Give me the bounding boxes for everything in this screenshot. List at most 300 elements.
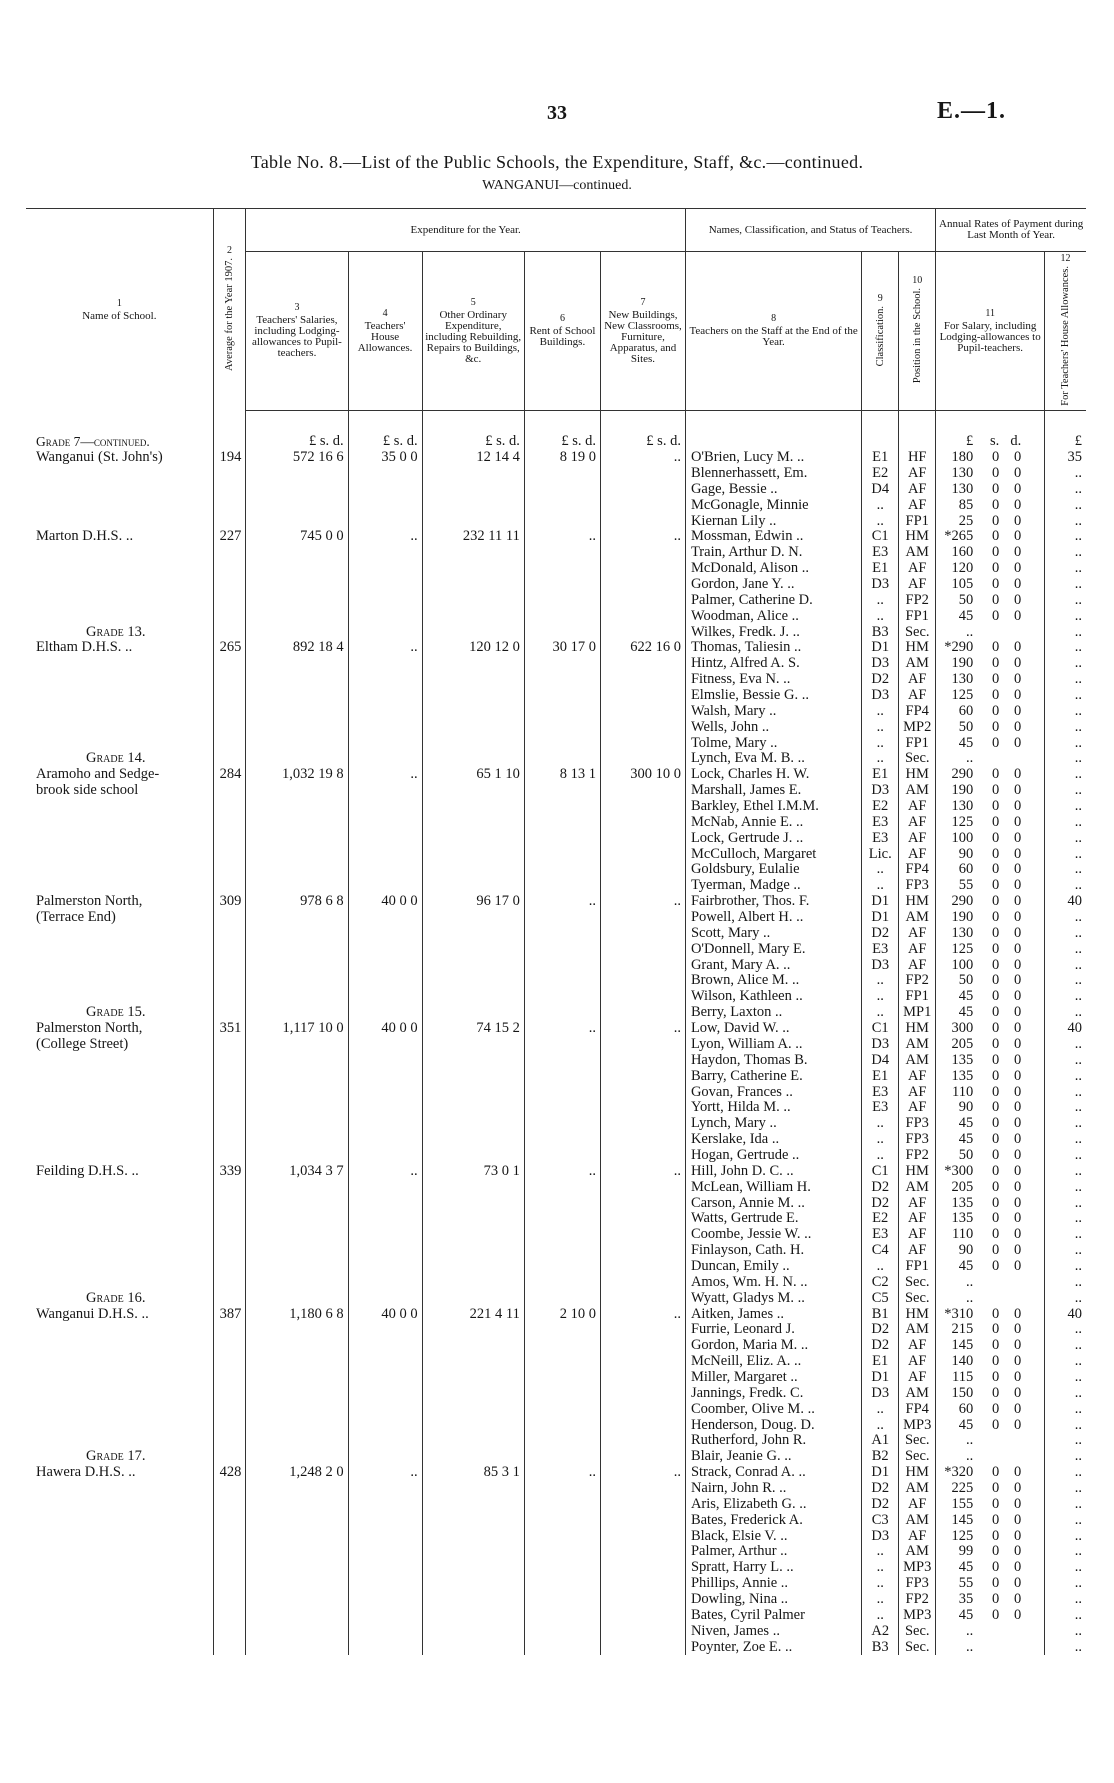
new-buildings: [601, 561, 686, 577]
position: Sec.: [899, 1433, 936, 1449]
house-allowances: [348, 482, 422, 498]
teachers-salaries: [246, 1592, 348, 1608]
position: FP1: [899, 989, 936, 1005]
rent: [524, 1211, 600, 1227]
new-buildings: [601, 1402, 686, 1418]
classification: D3: [862, 1386, 899, 1402]
salary-rate: 110 0 0: [936, 1227, 1045, 1243]
salary-rate: *320 0 0: [936, 1465, 1045, 1481]
school-name: [26, 593, 213, 609]
average-attendance: [213, 593, 246, 609]
house-allowances: [348, 1100, 422, 1116]
position: HM: [899, 640, 936, 656]
other-expenditure: [422, 1211, 524, 1227]
salary-rate: 205 0 0: [936, 1180, 1045, 1196]
rent: [524, 1338, 600, 1354]
school-name: [26, 1100, 213, 1116]
new-buildings: [601, 704, 686, 720]
house-allowances: [348, 1116, 422, 1132]
position: AF: [899, 688, 936, 704]
classification: ..: [862, 1544, 899, 1560]
rent: [524, 514, 600, 530]
teacher-name: Lynch, Eva M. B. ..: [685, 751, 861, 767]
new-buildings: [601, 720, 686, 736]
table-row: [26, 973, 1086, 989]
house-allowance-rate: ..: [1045, 799, 1086, 815]
average-attendance: [213, 783, 246, 799]
position: AM: [899, 783, 936, 799]
rent: 2 10 0: [524, 1307, 600, 1323]
rent: [524, 1640, 600, 1656]
school-name: [26, 815, 213, 831]
house-allowance-rate: ..: [1045, 577, 1086, 593]
house-allowances: [348, 593, 422, 609]
house-allowance-rate: ..: [1045, 1433, 1086, 1449]
teachers-salaries: [246, 958, 348, 974]
teacher-name: Haydon, Thomas B.: [685, 1053, 861, 1069]
col-salary-rate-header: 11 For Salary, including Lodging-allowances to Pupil-teachers.: [936, 252, 1045, 411]
teacher-name: Brown, Alice M. ..: [685, 973, 861, 989]
salary-rate: 60 0 0: [936, 1402, 1045, 1418]
salary-rate: 130 0 0: [936, 799, 1045, 815]
school-name: Eltham D.H.S. ..: [36, 640, 133, 656]
other-expenditure: [422, 973, 524, 989]
table-row: [26, 1180, 1086, 1196]
table-row: [26, 720, 1086, 736]
teachers-salaries: [246, 1433, 348, 1449]
classification: C5: [862, 1291, 899, 1307]
school-name: [26, 609, 213, 625]
table-row: [26, 1196, 1086, 1212]
salary-rate: 55 0 0: [936, 1576, 1045, 1592]
house-allowances: 35 0 0: [348, 450, 422, 466]
classification: A2: [862, 1624, 899, 1640]
house-allowances: [348, 815, 422, 831]
teachers-salaries: [246, 656, 348, 672]
new-buildings: [601, 1560, 686, 1576]
house-allowances: [348, 1370, 422, 1386]
classification: ..: [862, 704, 899, 720]
new-buildings: [601, 1418, 686, 1434]
table-row: [26, 1465, 1086, 1481]
teachers-salaries: [246, 1069, 348, 1085]
other-expenditure: [422, 593, 524, 609]
salary-rate: 45 0 0: [936, 736, 1045, 752]
classification: E1: [862, 767, 899, 783]
classification: C4: [862, 1243, 899, 1259]
school-name: [26, 1085, 213, 1101]
salary-rate: 45 0 0: [936, 609, 1045, 625]
average-attendance: [213, 1576, 246, 1592]
position: FP2: [899, 973, 936, 989]
classification: ..: [862, 609, 899, 625]
teacher-name: Barkley, Ethel I.M.M.: [685, 799, 861, 815]
table-row: [26, 625, 1086, 641]
table-row: [26, 815, 1086, 831]
teachers-salaries: 1,117 10 0: [246, 1021, 348, 1037]
other-expenditure: [422, 1053, 524, 1069]
house-allowances: [348, 1180, 422, 1196]
teacher-name: Kerslake, Ida ..: [685, 1132, 861, 1148]
rent: [524, 577, 600, 593]
average-attendance: [213, 545, 246, 561]
salary-rate: 300 0 0: [936, 1021, 1045, 1037]
table-row: [26, 1322, 1086, 1338]
house-allowance-rate: ..: [1045, 1211, 1086, 1227]
teacher-name: Hill, John D. C. ..: [685, 1164, 861, 1180]
table-row: [26, 1116, 1086, 1132]
rent: ..: [524, 529, 600, 545]
new-buildings: [601, 831, 686, 847]
rent: [524, 1069, 600, 1085]
average-attendance: [213, 1592, 246, 1608]
school-name: [26, 1560, 213, 1576]
school-name: [26, 1481, 213, 1497]
new-buildings: [601, 1338, 686, 1354]
rent: [524, 973, 600, 989]
teachers-salaries: [246, 482, 348, 498]
teacher-name: Watts, Gertrude E.: [685, 1211, 861, 1227]
teachers-salaries: [246, 799, 348, 815]
other-expenditure: [422, 910, 524, 926]
other-expenditure: [422, 1449, 524, 1465]
classification: E1: [862, 450, 899, 466]
teacher-name: Yortt, Hilda M. ..: [685, 1100, 861, 1116]
average-attendance: [213, 736, 246, 752]
new-buildings: [601, 1481, 686, 1497]
teachers-salaries: [246, 1529, 348, 1545]
average-attendance: 194: [213, 450, 246, 466]
position: AF: [899, 1085, 936, 1101]
table-row: [26, 1227, 1086, 1243]
teachers-salaries: [246, 720, 348, 736]
teacher-name: Blair, Jeanie G. ..: [685, 1449, 861, 1465]
other-expenditure: [422, 482, 524, 498]
average-attendance: [213, 1037, 246, 1053]
salary-rate: 130 0 0: [936, 482, 1045, 498]
house-allowances: [348, 1338, 422, 1354]
school-name: [26, 1624, 213, 1640]
position: AM: [899, 1322, 936, 1338]
other-expenditure: 232 11 11: [422, 529, 524, 545]
school-name: [26, 958, 213, 974]
other-expenditure: [422, 958, 524, 974]
position: AF: [899, 1069, 936, 1085]
house-allowance-rate: ..: [1045, 942, 1086, 958]
teacher-name: Low, David W. ..: [685, 1021, 861, 1037]
position: Sec.: [899, 1624, 936, 1640]
house-allowance-rate: ..: [1045, 1338, 1086, 1354]
teachers-salaries: [246, 1576, 348, 1592]
teacher-name: Tyerman, Madge ..: [685, 878, 861, 894]
school-name: [26, 799, 213, 815]
teachers-salaries: 1,180 6 8: [246, 1307, 348, 1323]
position: HM: [899, 1021, 936, 1037]
col-other-expenditure-header: 5 Other Ordinary Expenditure, including Rebuilding, Repairs to Buildings, &c.: [422, 252, 524, 411]
new-buildings: ..: [601, 894, 686, 910]
salary-rate: 100 0 0: [936, 831, 1045, 847]
house-allowances: [348, 1481, 422, 1497]
col-average-header: 2 Average for the Year 1907.: [213, 209, 246, 411]
salary-rate: 100 0 0: [936, 958, 1045, 974]
teacher-name: Dowling, Nina ..: [685, 1592, 861, 1608]
rent: [524, 1275, 600, 1291]
house-allowance-rate: ..: [1045, 862, 1086, 878]
teachers-salaries: [246, 625, 348, 641]
rent: [524, 482, 600, 498]
teacher-name: McLean, William H.: [685, 1180, 861, 1196]
new-buildings: [601, 942, 686, 958]
school-name: Feilding D.H.S. ..: [36, 1163, 139, 1179]
other-expenditure: [422, 1085, 524, 1101]
other-expenditure: [422, 1497, 524, 1513]
house-allowances: [348, 1069, 422, 1085]
other-expenditure: [422, 1132, 524, 1148]
salary-rate: 45 0 0: [936, 1560, 1045, 1576]
table-title: Table No. 8.—List of the Public Schools, the Expenditure, Staff, &c.—continued.: [250, 152, 864, 172]
unit-label: £ s. d.: [601, 434, 686, 450]
house-allowance-rate: ..: [1045, 1497, 1086, 1513]
other-expenditure: [422, 1338, 524, 1354]
position: HM: [899, 1307, 936, 1323]
new-buildings: [601, 1513, 686, 1529]
position: AM: [899, 1386, 936, 1402]
house-allowance-rate: ..: [1045, 561, 1086, 577]
average-attendance: [213, 958, 246, 974]
teachers-salaries: [246, 973, 348, 989]
salary-rate: 140 0 0: [936, 1354, 1045, 1370]
table-row: [26, 1291, 1086, 1307]
average-attendance: [213, 720, 246, 736]
house-allowances: [348, 1386, 422, 1402]
rent: [524, 1592, 600, 1608]
new-buildings: [601, 1291, 686, 1307]
average-attendance: [213, 1085, 246, 1101]
salary-rate: 45 0 0: [936, 1608, 1045, 1624]
average-attendance: [213, 1354, 246, 1370]
school-name: [26, 1196, 213, 1212]
other-expenditure: [422, 561, 524, 577]
house-allowance-rate: ..: [1045, 609, 1086, 625]
other-expenditure: [422, 989, 524, 1005]
house-allowance-rate: ..: [1045, 1180, 1086, 1196]
table-row: [26, 1211, 1086, 1227]
table-row: [26, 958, 1086, 974]
salary-rate: 35 0 0: [936, 1592, 1045, 1608]
other-expenditure: [422, 1100, 524, 1116]
classification: D2: [862, 1180, 899, 1196]
classification: D3: [862, 577, 899, 593]
house-allowance-rate: ..: [1045, 1544, 1086, 1560]
position: Sec.: [899, 1275, 936, 1291]
classification: E3: [862, 545, 899, 561]
house-allowance-rate: ..: [1045, 1402, 1086, 1418]
salary-rate: 135 0 0: [936, 1196, 1045, 1212]
classification: E1: [862, 1354, 899, 1370]
average-attendance: [213, 1624, 246, 1640]
table-row: [26, 1259, 1086, 1275]
teachers-salaries: [246, 1037, 348, 1053]
new-buildings: [601, 688, 686, 704]
teachers-salaries: [246, 1497, 348, 1513]
house-allowances: 40 0 0: [348, 894, 422, 910]
position: AF: [899, 672, 936, 688]
average-attendance: [213, 878, 246, 894]
house-allowance-rate: ..: [1045, 958, 1086, 974]
other-expenditure: [422, 1624, 524, 1640]
position: FP4: [899, 704, 936, 720]
classification: ..: [862, 1148, 899, 1164]
average-attendance: [213, 514, 246, 530]
school-name: [26, 1211, 213, 1227]
classification: D3: [862, 958, 899, 974]
rent: ..: [524, 894, 600, 910]
new-buildings: [601, 1449, 686, 1465]
table-row: [26, 1354, 1086, 1370]
table-row: [26, 656, 1086, 672]
new-buildings: ..: [601, 1021, 686, 1037]
teachers-salaries: [246, 942, 348, 958]
new-buildings: [601, 878, 686, 894]
rent: 8 13 1: [524, 767, 600, 783]
new-buildings: [601, 1386, 686, 1402]
teacher-name: Fairbrother, Thos. F.: [685, 894, 861, 910]
teachers-salaries: [246, 593, 348, 609]
new-buildings: [601, 1544, 686, 1560]
house-allowances: ..: [348, 1164, 422, 1180]
new-buildings: [601, 1592, 686, 1608]
school-name: [26, 1069, 213, 1085]
school-name: [26, 1497, 213, 1513]
teachers-salaries: [246, 751, 348, 767]
salary-rate: 50 0 0: [936, 720, 1045, 736]
position: AF: [899, 482, 936, 498]
classification: ..: [862, 862, 899, 878]
house-allowances: [348, 1497, 422, 1513]
rent: [524, 926, 600, 942]
teacher-name: Lyon, William A. ..: [685, 1037, 861, 1053]
position: AF: [899, 577, 936, 593]
new-buildings: [601, 1180, 686, 1196]
schools-table: [26, 208, 1086, 1655]
new-buildings: ..: [601, 1164, 686, 1180]
classification: E3: [862, 942, 899, 958]
average-attendance: [213, 799, 246, 815]
position: FP3: [899, 1132, 936, 1148]
other-expenditure: [422, 1513, 524, 1529]
position: Sec.: [899, 625, 936, 641]
new-buildings: [601, 815, 686, 831]
position: AF: [899, 942, 936, 958]
teachers-salaries: [246, 1180, 348, 1196]
school-name: [26, 878, 213, 894]
teachers-salaries: [246, 1259, 348, 1275]
teacher-name: Hintz, Alfred A. S.: [685, 656, 861, 672]
school-name: [26, 466, 213, 482]
position: HF: [899, 450, 936, 466]
table-row: [26, 1307, 1086, 1323]
house-allowance-rate: ..: [1045, 1624, 1086, 1640]
position: AF: [899, 1338, 936, 1354]
average-attendance: [213, 625, 246, 641]
other-expenditure: 96 17 0: [422, 894, 524, 910]
salary-rate: 99 0 0: [936, 1544, 1045, 1560]
house-allowances: [348, 466, 422, 482]
house-allowances: [348, 910, 422, 926]
house-allowance-rate: ..: [1045, 1259, 1086, 1275]
house-allowance-rate: ..: [1045, 1148, 1086, 1164]
table-row: [26, 514, 1086, 530]
new-buildings: [601, 751, 686, 767]
average-attendance: 351: [213, 1021, 246, 1037]
house-allowances: 40 0 0: [348, 1021, 422, 1037]
house-allowances: [348, 1085, 422, 1101]
teachers-salaries: [246, 1354, 348, 1370]
house-allowances: [348, 1005, 422, 1021]
table-row: [26, 767, 1086, 783]
salary-rate: 130 0 0: [936, 672, 1045, 688]
school-name: Wanganui D.H.S. ..: [36, 1306, 149, 1322]
average-attendance: 428: [213, 1465, 246, 1481]
classification: D2: [862, 1196, 899, 1212]
house-allowances: [348, 545, 422, 561]
classification: D1: [862, 894, 899, 910]
school-name: [26, 1592, 213, 1608]
table-row: [26, 910, 1086, 926]
new-buildings: [601, 656, 686, 672]
salary-rate: 60 0 0: [936, 704, 1045, 720]
teacher-name: Bates, Cyril Palmer: [685, 1608, 861, 1624]
classification: D1: [862, 1370, 899, 1386]
new-buildings: [601, 1037, 686, 1053]
average-attendance: [213, 1640, 246, 1656]
average-attendance: [213, 577, 246, 593]
rent: [524, 1100, 600, 1116]
house-allowances: ..: [348, 529, 422, 545]
teachers-salaries: [246, 609, 348, 625]
house-allowances: [348, 1259, 422, 1275]
salary-rate: 90 0 0: [936, 1243, 1045, 1259]
teacher-name: O'Donnell, Mary E.: [685, 942, 861, 958]
average-attendance: [213, 1116, 246, 1132]
table-header: [26, 209, 1086, 411]
table-row: [26, 847, 1086, 863]
position: MP2: [899, 720, 936, 736]
new-buildings: ..: [601, 450, 686, 466]
other-expenditure: [422, 1116, 524, 1132]
house-allowances: [348, 1243, 422, 1259]
teachers-salaries: [246, 1338, 348, 1354]
average-attendance: [213, 831, 246, 847]
teachers-salaries: [246, 1322, 348, 1338]
new-buildings: [601, 1132, 686, 1148]
new-buildings: [601, 1211, 686, 1227]
school-name: [26, 1053, 213, 1069]
classification: ..: [862, 720, 899, 736]
salary-rate: 25 0 0: [936, 514, 1045, 530]
average-attendance: [213, 1227, 246, 1243]
rent: [524, 942, 600, 958]
classification: C1: [862, 1021, 899, 1037]
teacher-name: Lock, Charles H. W.: [685, 767, 861, 783]
col-house-allowances-header: 4 Teachers' House Allowances.: [348, 252, 422, 411]
house-allowance-rate: ..: [1045, 720, 1086, 736]
table-row: [26, 799, 1086, 815]
school-name: [26, 1259, 213, 1275]
other-expenditure: [422, 1227, 524, 1243]
salary-rate: *300 0 0: [936, 1164, 1045, 1180]
table-row: [26, 1576, 1086, 1592]
